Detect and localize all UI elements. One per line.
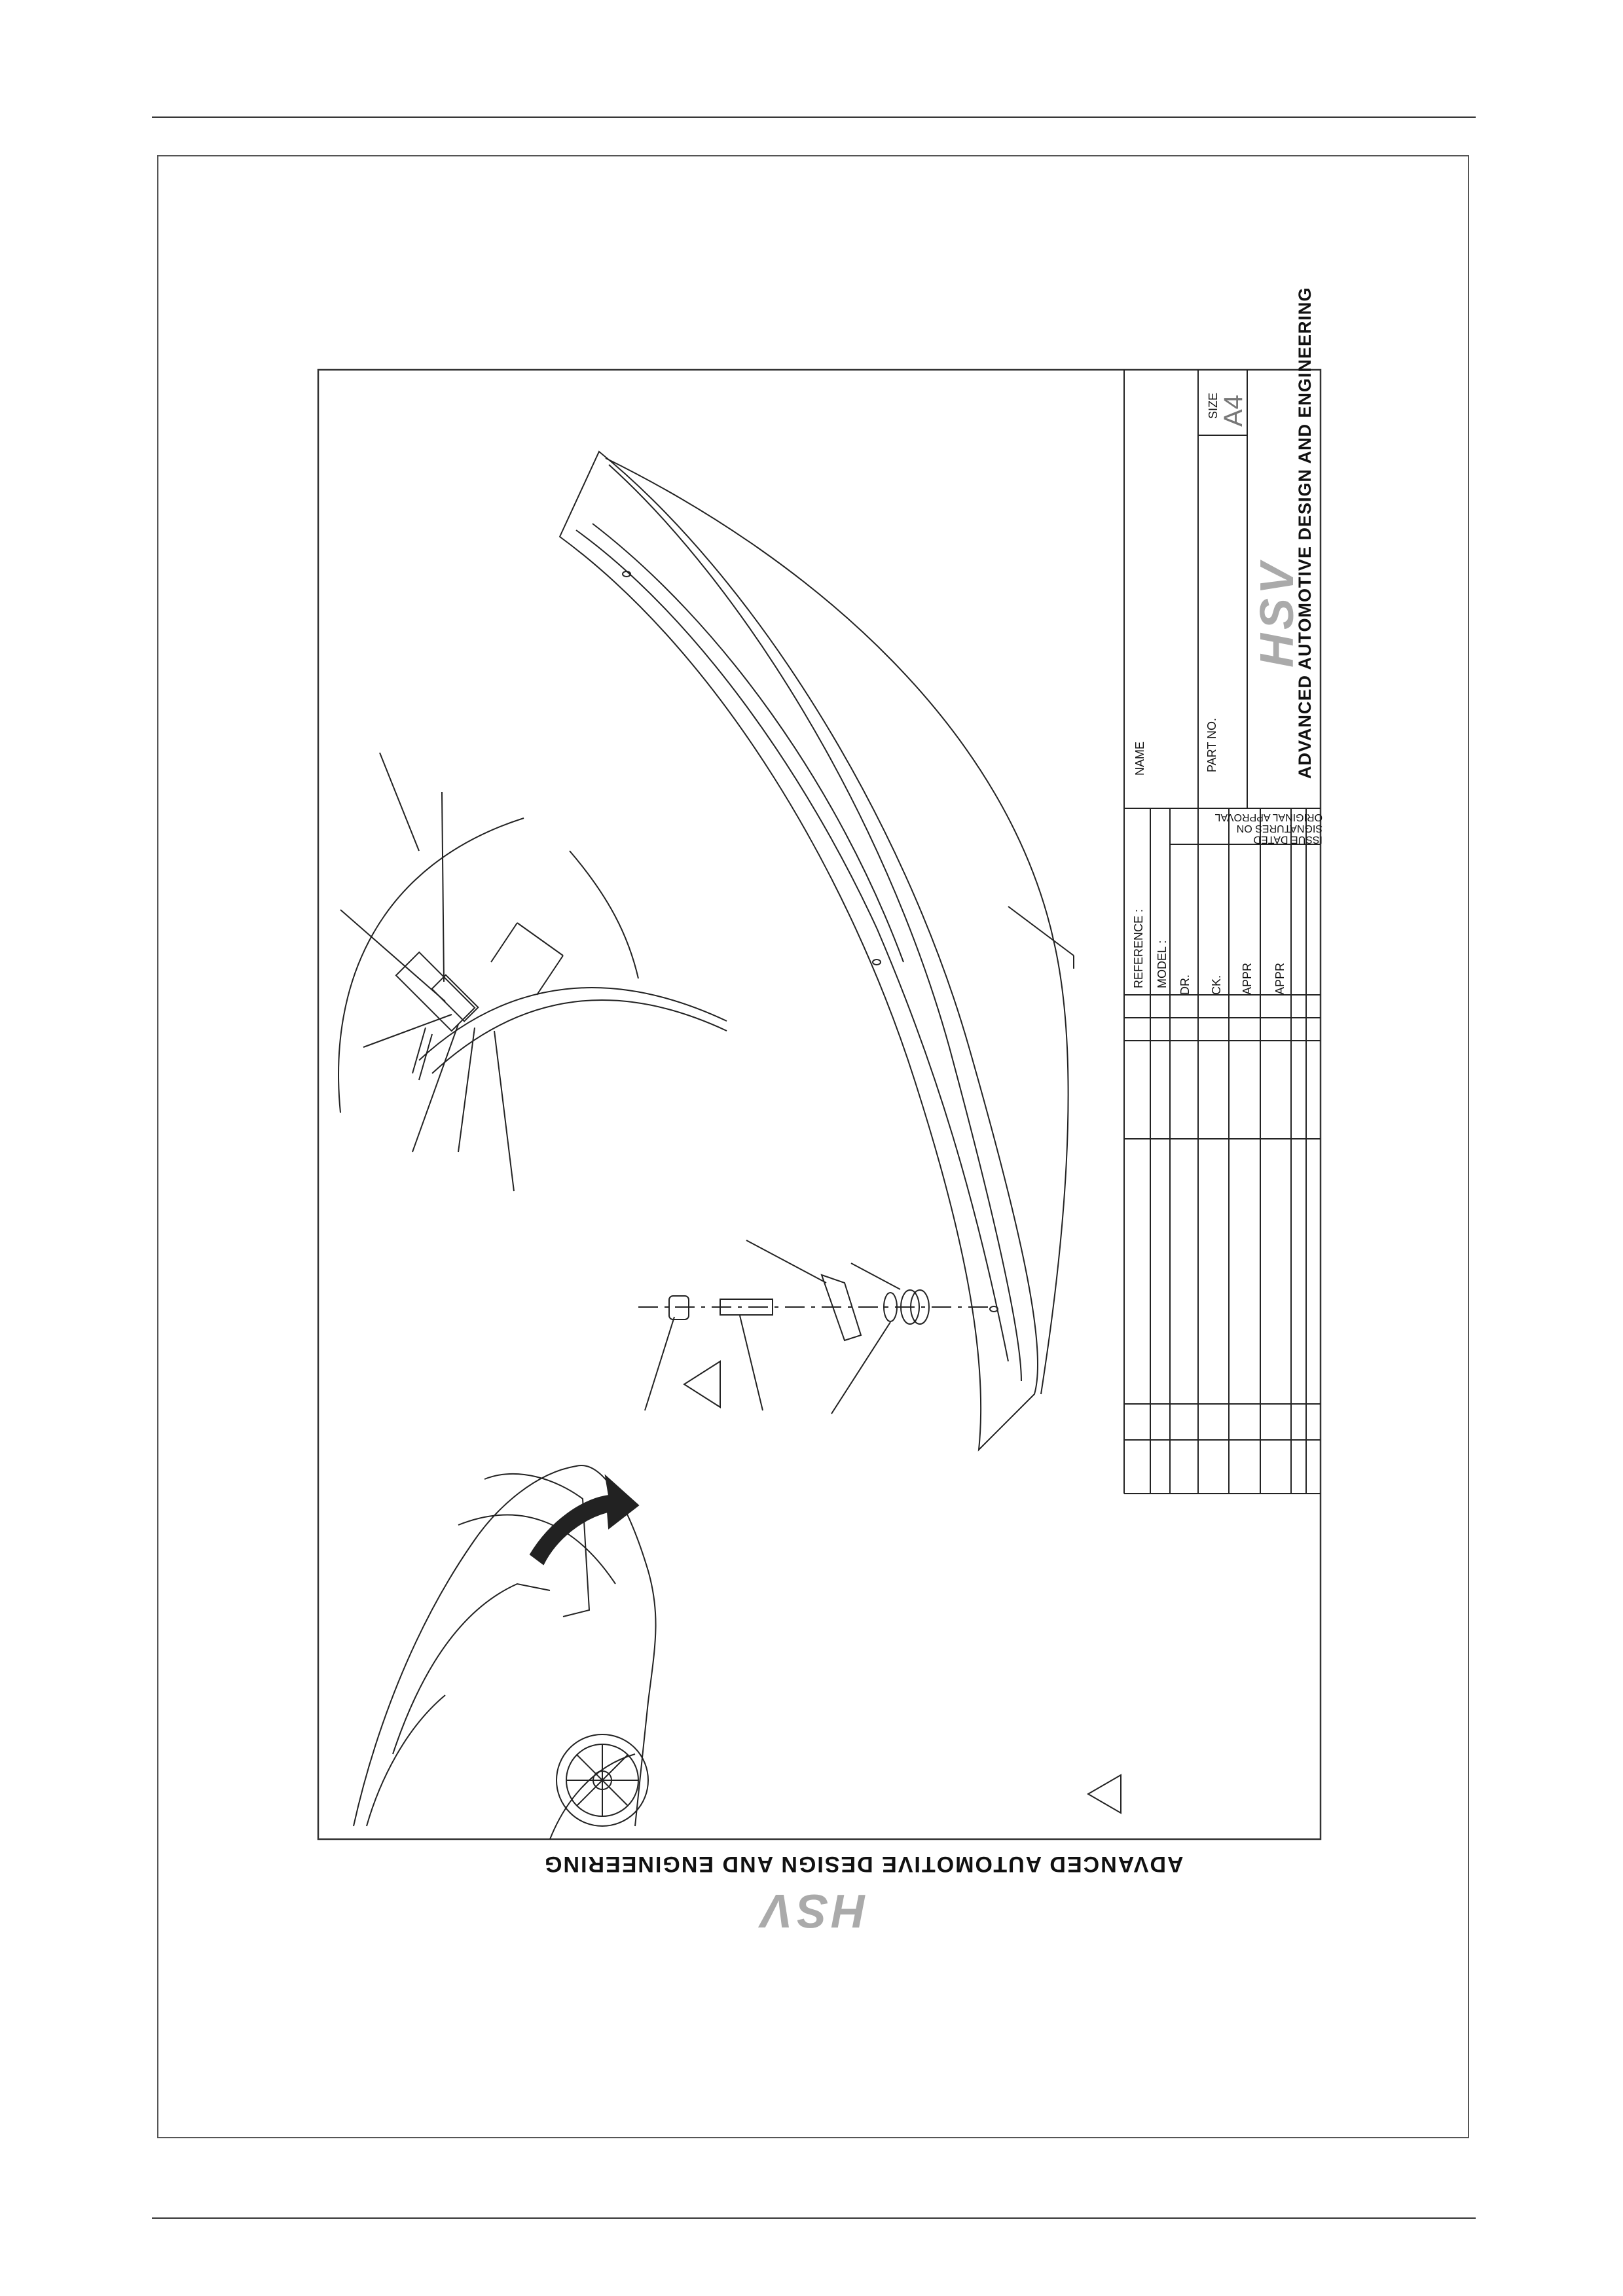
logo-text-bottom: HSV (757, 1884, 867, 1937)
reference-label: REFERENCE : (1132, 908, 1145, 988)
approval-note-line-1: ORIGINAL APPROVAL (1214, 812, 1322, 823)
triangle-marker-icon (1088, 1775, 1121, 1813)
company-tagline-bottom: ADVANCED AUTOMOTIVE DESIGN AND ENGINEERING (543, 1852, 1184, 1876)
sign-row-ck: CK. (1210, 975, 1223, 995)
sign-row-appr-2: APPR (1273, 962, 1286, 995)
fastener-exploded (638, 1240, 989, 1414)
vehicle-illustration (354, 1465, 656, 1839)
company-tagline-title-block: ADVANCED AUTOMOTIVE DESIGN AND ENGINEERING (1295, 287, 1315, 779)
model-label: MODEL : (1156, 940, 1169, 988)
hsv-logo-bottom (740, 1885, 884, 1937)
sign-row-dr: DR. (1178, 975, 1192, 995)
size-value: A4 (1219, 395, 1248, 427)
size-label: SIZE (1207, 392, 1220, 419)
triangle-marker-icon (684, 1361, 720, 1407)
spoiler-part (560, 452, 1074, 1450)
sign-row-appr-1: APPR (1241, 962, 1254, 995)
part-no-label: PART NO. (1205, 717, 1218, 772)
approval-note-line-2: SIGNATURES ON (1236, 823, 1322, 834)
name-label: NAME (1133, 741, 1146, 776)
logo-text-title-block: HSV (1251, 558, 1304, 668)
section-detail (338, 753, 727, 1191)
approval-note (1178, 812, 1322, 844)
rotate-arrow-icon (530, 1476, 638, 1564)
approval-note-line-3: ISSUE DATED (1253, 834, 1322, 845)
hsv-logo-icon (1250, 504, 1309, 668)
